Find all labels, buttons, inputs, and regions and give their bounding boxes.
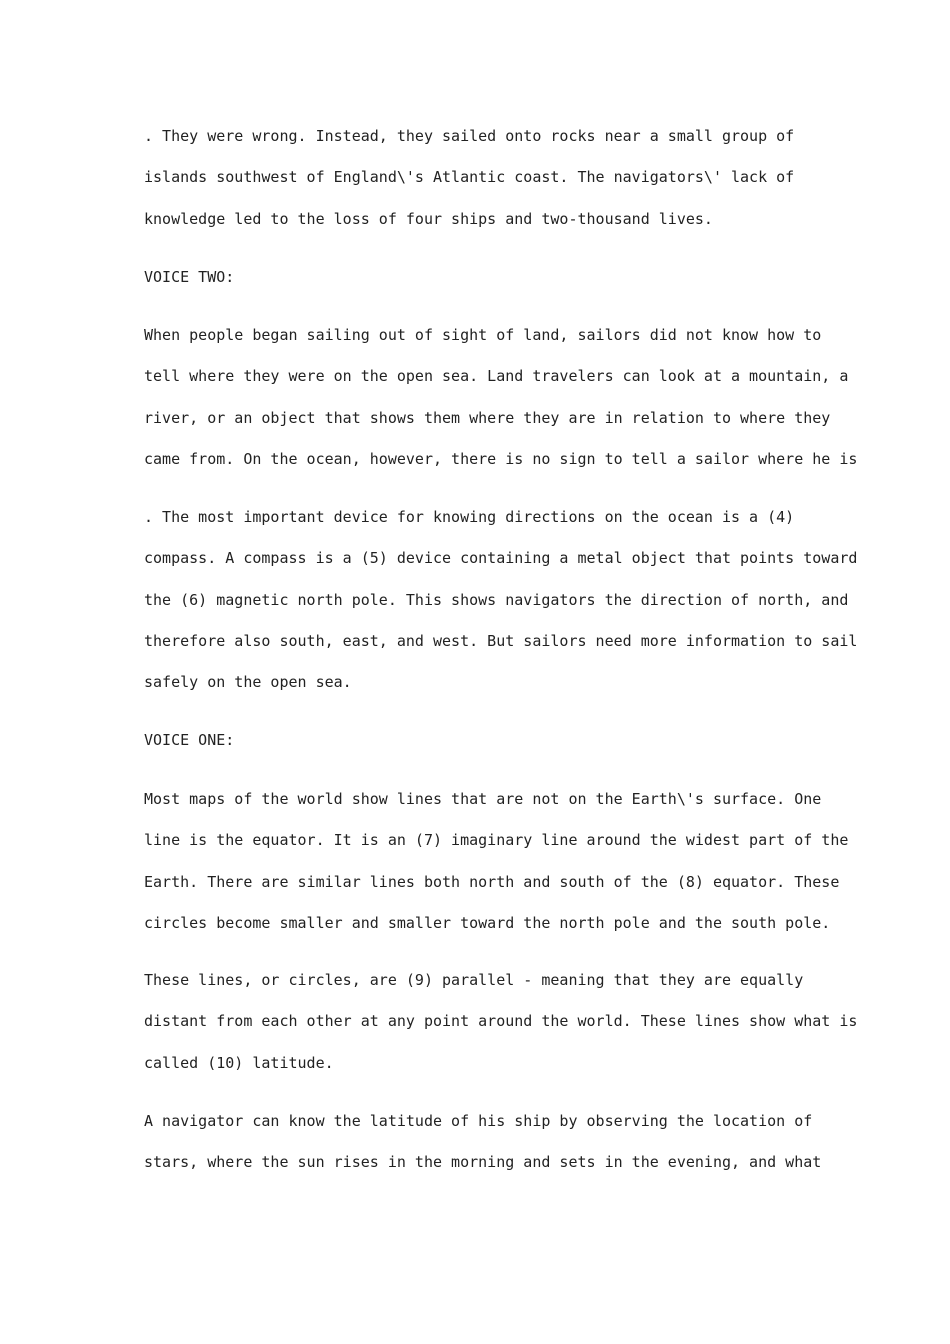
text-line: therefore also south, east, and west. But sailors need more information to sail xyxy=(144,631,858,650)
text-line: . They were wrong. Instead, they sailed onto rocks near a small group of xyxy=(144,127,795,145)
text-line: compass. A compass is a (5) device containing a metal object that points toward xyxy=(144,549,858,568)
speaker-label: VOICE TWO: xyxy=(144,268,235,286)
text-line: tell where they were on the open sea. Land travelers can look at a mountain, a xyxy=(144,367,849,386)
paragraph-compass xyxy=(144,497,858,703)
text-line: called (10) latitude. xyxy=(144,1053,334,1072)
paragraph-equator xyxy=(144,779,849,944)
text-line: stars, where the sun rises in the morning and sets in the evening, and what xyxy=(144,1153,822,1172)
paragraph-latitude xyxy=(144,1101,824,1184)
text-line: the (6) magnetic north pole. This shows navigators the direction of north, and xyxy=(144,590,849,609)
paragraph-shipwreck xyxy=(144,116,824,240)
text-line: When people began sailing out of sight of land, sailors did not know how to xyxy=(144,326,822,344)
text-line: knowledge led to the loss of four ships and two-thousand lives. xyxy=(144,209,713,228)
text-line: distant from each other at any point around the world. These lines show what is xyxy=(144,1012,858,1031)
text-line: These lines, or circles, are (9) parallel - meaning that they are equally xyxy=(144,971,804,989)
text-line: safely on the open sea. xyxy=(144,673,352,692)
text-line: A navigator can know the latitude of his ship by observing the location of xyxy=(144,1112,813,1130)
paragraph-parallels xyxy=(144,960,858,1084)
speaker-label: VOICE ONE: xyxy=(144,731,235,749)
speaker-label-voice-two xyxy=(144,257,824,298)
text-line: circles become smaller and smaller toward the north pole and the south pole. xyxy=(144,913,831,932)
text-line: river, or an object that shows them where they are in relation to where they xyxy=(144,408,831,427)
text-line: islands southwest of England\'s Atlantic coast. The navigators\' lack of xyxy=(144,168,795,187)
text-line: Earth. There are similar lines both north and south of the (8) equator. These xyxy=(144,872,840,891)
text-line: came from. On the ocean, however, there is no sign to tell a sailor where he is xyxy=(144,449,858,468)
speaker-label-voice-one xyxy=(144,720,824,761)
text-line: . The most important device for knowing directions on the ocean is a (4) xyxy=(144,508,795,526)
text-line: line is the equator. It is an (7) imaginary line around the widest part of the xyxy=(144,831,849,850)
text-line: Most maps of the world show lines that are not on the Earth\'s surface. One xyxy=(144,790,822,808)
paragraph-open-sea xyxy=(144,315,858,480)
